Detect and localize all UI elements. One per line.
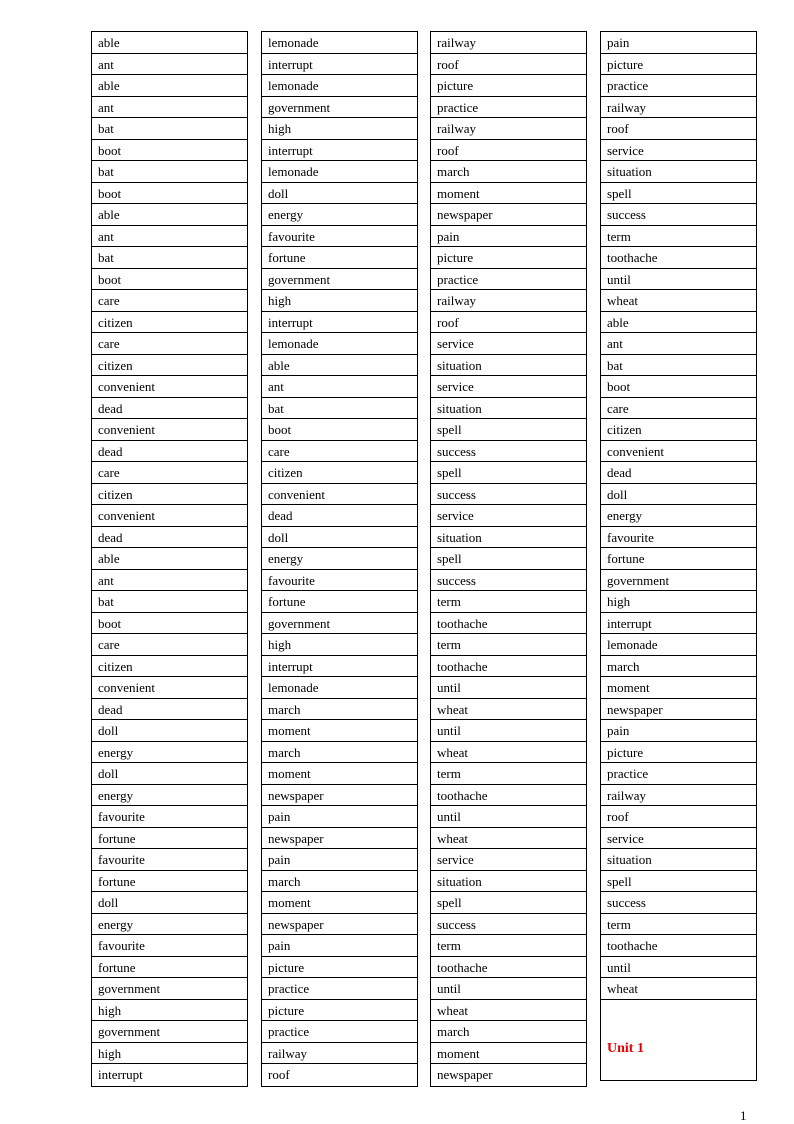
word-cell: boot — [92, 613, 247, 635]
word-cell: situation — [601, 161, 756, 183]
word-cell: success — [601, 204, 756, 226]
word-cell: doll — [262, 183, 417, 205]
word-cell: until — [431, 720, 586, 742]
word-cell: pain — [601, 32, 756, 54]
word-cell: moment — [601, 677, 756, 699]
word-cell: spell — [431, 419, 586, 441]
word-cell: picture — [601, 54, 756, 76]
word-cell: service — [431, 333, 586, 355]
word-cell: government — [601, 570, 756, 592]
word-cell: interrupt — [262, 312, 417, 334]
word-cell: situation — [431, 398, 586, 420]
word-cell: term — [431, 591, 586, 613]
word-cell: boot — [92, 140, 247, 162]
word-cell: doll — [92, 720, 247, 742]
word-cell: until — [601, 269, 756, 291]
word-cell: dead — [92, 398, 247, 420]
word-cell: interrupt — [98, 1067, 143, 1082]
word-cell: boot — [601, 376, 756, 398]
word-cell: ant — [92, 570, 247, 592]
word-cell: toothache — [431, 785, 586, 807]
word-cell: practice — [431, 269, 586, 291]
word-cell: favourite — [262, 570, 417, 592]
word-cell: service — [431, 376, 586, 398]
word-cell: service — [601, 828, 756, 850]
word-cell: spell — [431, 462, 586, 484]
word-cell: lemonade — [262, 333, 417, 355]
word-cell: fortune — [601, 548, 756, 570]
word-cell: roof — [601, 118, 756, 140]
word-cell: situation — [601, 849, 756, 871]
word-cell: government — [92, 978, 247, 1000]
word-cell: able — [601, 312, 756, 334]
word-cell: ant — [92, 54, 247, 76]
word-cell: government — [262, 97, 417, 119]
word-cell: lemonade — [262, 161, 417, 183]
word-cell: dead — [92, 527, 247, 549]
word-cell: success — [431, 570, 586, 592]
word-column-4 — [600, 31, 757, 1081]
word-column-1 — [91, 31, 248, 1087]
word-cell: energy — [92, 742, 247, 764]
word-cell: convenient — [92, 376, 247, 398]
word-cell: high — [262, 290, 417, 312]
word-cell: able — [92, 75, 247, 97]
word-cell: march — [262, 699, 417, 721]
word-cell: high — [92, 1000, 247, 1022]
word-cell: until — [601, 957, 756, 979]
word-cell: high — [92, 1043, 247, 1065]
word-cell: until — [431, 806, 586, 828]
word-cell: spell — [431, 548, 586, 570]
word-cell: government — [262, 269, 417, 291]
unit-label: Unit 1 — [607, 1041, 644, 1056]
word-cell: dead — [601, 462, 756, 484]
word-cell: pain — [262, 849, 417, 871]
word-cell: spell — [601, 183, 756, 205]
word-cell: pain — [601, 720, 756, 742]
word-cell: march — [262, 742, 417, 764]
word-cell: success — [431, 484, 586, 506]
word-cell: practice — [262, 978, 417, 1000]
word-cell: moment — [262, 892, 417, 914]
word-cell: citizen — [92, 355, 247, 377]
word-cell: roof — [431, 312, 586, 334]
word-cell: newspaper — [262, 914, 417, 936]
word-cell: boot — [92, 269, 247, 291]
word-cell: interrupt — [262, 54, 417, 76]
word-cell: term — [431, 634, 586, 656]
word-cell: term — [601, 226, 756, 248]
word-cell: roof — [431, 54, 586, 76]
word-cell: convenient — [601, 441, 756, 463]
word-cell: care — [601, 398, 756, 420]
word-cell: wheat — [431, 1000, 586, 1022]
word-cell: lemonade — [262, 75, 417, 97]
word-cell: newspaper — [262, 828, 417, 850]
word-cell: term — [601, 914, 756, 936]
word-cell: moment — [262, 720, 417, 742]
word-cell: doll — [92, 892, 247, 914]
word-cell: until — [431, 677, 586, 699]
word-cell: picture — [431, 75, 586, 97]
word-cell: doll — [262, 527, 417, 549]
word-cell: government — [262, 613, 417, 635]
word-cell: citizen — [601, 419, 756, 441]
word-cell: ant — [262, 376, 417, 398]
word-cell: lemonade — [262, 677, 417, 699]
word-cell: able — [92, 32, 247, 54]
word-cell: fortune — [92, 957, 247, 979]
word-cell: roof — [601, 806, 756, 828]
word-cell: march — [431, 161, 586, 183]
word-cell: service — [601, 140, 756, 162]
word-cell: fortune — [262, 591, 417, 613]
word-cell: lemonade — [601, 634, 756, 656]
word-cell: energy — [92, 914, 247, 936]
word-cell: interrupt — [262, 140, 417, 162]
word-cell: moment — [431, 1043, 586, 1065]
word-cell: pain — [262, 935, 417, 957]
word-cell: practice — [601, 75, 756, 97]
word-cell: bat — [92, 118, 247, 140]
word-cell: fortune — [262, 247, 417, 269]
word-cell: newspaper — [262, 785, 417, 807]
word-cell: ant — [601, 333, 756, 355]
word-cell: bat — [92, 161, 247, 183]
word-cell: moment — [431, 183, 586, 205]
word-cell: wheat — [431, 828, 586, 850]
word-cell: situation — [431, 355, 586, 377]
word-cell: situation — [431, 527, 586, 549]
word-cell: energy — [262, 548, 417, 570]
word-cell: newspaper — [431, 204, 586, 226]
word-column-3 — [430, 31, 587, 1087]
word-cell: service — [431, 505, 586, 527]
word-cell: toothache — [601, 247, 756, 269]
word-cell: spell — [431, 892, 586, 914]
word-cell: picture — [431, 247, 586, 269]
word-cell: ant — [92, 97, 247, 119]
word-cell: favourite — [601, 527, 756, 549]
word-cell: roof — [431, 140, 586, 162]
word-cell: success — [431, 914, 586, 936]
word-cell: citizen — [262, 462, 417, 484]
word-cell: able — [92, 548, 247, 570]
word-cell: bat — [92, 591, 247, 613]
word-cell: railway — [431, 118, 586, 140]
word-cell: high — [601, 591, 756, 613]
word-cell: interrupt — [262, 656, 417, 678]
word-cell: care — [92, 333, 247, 355]
word-cell: toothache — [601, 935, 756, 957]
word-cell: high — [262, 118, 417, 140]
page-number: 1 — [740, 1108, 747, 1123]
word-cell: favourite — [262, 226, 417, 248]
word-cell: care — [92, 634, 247, 656]
word-cell: citizen — [92, 312, 247, 334]
word-cell: railway — [601, 97, 756, 119]
word-cell: dead — [92, 441, 247, 463]
word-cell: railway — [431, 290, 586, 312]
word-cell: wheat — [431, 699, 586, 721]
word-cell: high — [262, 634, 417, 656]
word-cell: ant — [92, 226, 247, 248]
word-cell: bat — [601, 355, 756, 377]
word-cell: wheat — [601, 290, 756, 312]
word-cell: care — [262, 441, 417, 463]
word-cell: picture — [262, 1000, 417, 1022]
word-cell: bat — [262, 398, 417, 420]
word-cell: dead — [92, 699, 247, 721]
word-cell: able — [92, 204, 247, 226]
word-cell: toothache — [431, 957, 586, 979]
word-cell: pain — [431, 226, 586, 248]
word-cell: picture — [262, 957, 417, 979]
word-cell: energy — [262, 204, 417, 226]
word-cell: until — [431, 978, 586, 1000]
word-cell: roof — [268, 1067, 290, 1082]
word-cell: toothache — [431, 613, 586, 635]
word-cell: practice — [431, 97, 586, 119]
word-cell: railway — [431, 32, 586, 54]
word-cell: situation — [431, 871, 586, 893]
word-column-2 — [261, 31, 418, 1087]
word-cell: railway — [601, 785, 756, 807]
word-cell: favourite — [92, 849, 247, 871]
word-cell: march — [601, 656, 756, 678]
word-cell: government — [92, 1021, 247, 1043]
word-cell: practice — [601, 763, 756, 785]
word-cell: citizen — [92, 484, 247, 506]
word-cell: favourite — [92, 935, 247, 957]
word-cell: march — [262, 871, 417, 893]
word-cell: citizen — [92, 656, 247, 678]
word-cell: success — [431, 441, 586, 463]
word-cell: moment — [262, 763, 417, 785]
word-cell: care — [92, 290, 247, 312]
word-cell: picture — [601, 742, 756, 764]
word-cell: railway — [262, 1043, 417, 1065]
word-cell: spell — [601, 871, 756, 893]
word-cell: boot — [262, 419, 417, 441]
word-cell: energy — [92, 785, 247, 807]
word-cell: march — [431, 1021, 586, 1043]
word-cell: pain — [262, 806, 417, 828]
word-cell: newspaper — [601, 699, 756, 721]
word-cell: boot — [92, 183, 247, 205]
word-cell: care — [92, 462, 247, 484]
word-cell: lemonade — [262, 32, 417, 54]
word-cell: wheat — [431, 742, 586, 764]
word-cell: success — [601, 892, 756, 914]
word-cell: fortune — [92, 871, 247, 893]
word-cell: convenient — [92, 419, 247, 441]
word-cell: doll — [601, 484, 756, 506]
word-cell: convenient — [92, 505, 247, 527]
word-cell: practice — [262, 1021, 417, 1043]
word-cell: service — [431, 849, 586, 871]
word-cell: favourite — [92, 806, 247, 828]
word-cell: convenient — [92, 677, 247, 699]
word-cell: toothache — [431, 656, 586, 678]
word-cell: able — [262, 355, 417, 377]
word-cell: energy — [601, 505, 756, 527]
word-cell: newspaper — [437, 1067, 493, 1082]
word-cell: wheat — [601, 978, 756, 1000]
word-cell: fortune — [92, 828, 247, 850]
word-cell: interrupt — [601, 613, 756, 635]
word-cell: term — [431, 935, 586, 957]
word-cell: term — [431, 763, 586, 785]
word-cell: doll — [92, 763, 247, 785]
word-cell: convenient — [262, 484, 417, 506]
word-cell: dead — [262, 505, 417, 527]
word-cell: bat — [92, 247, 247, 269]
